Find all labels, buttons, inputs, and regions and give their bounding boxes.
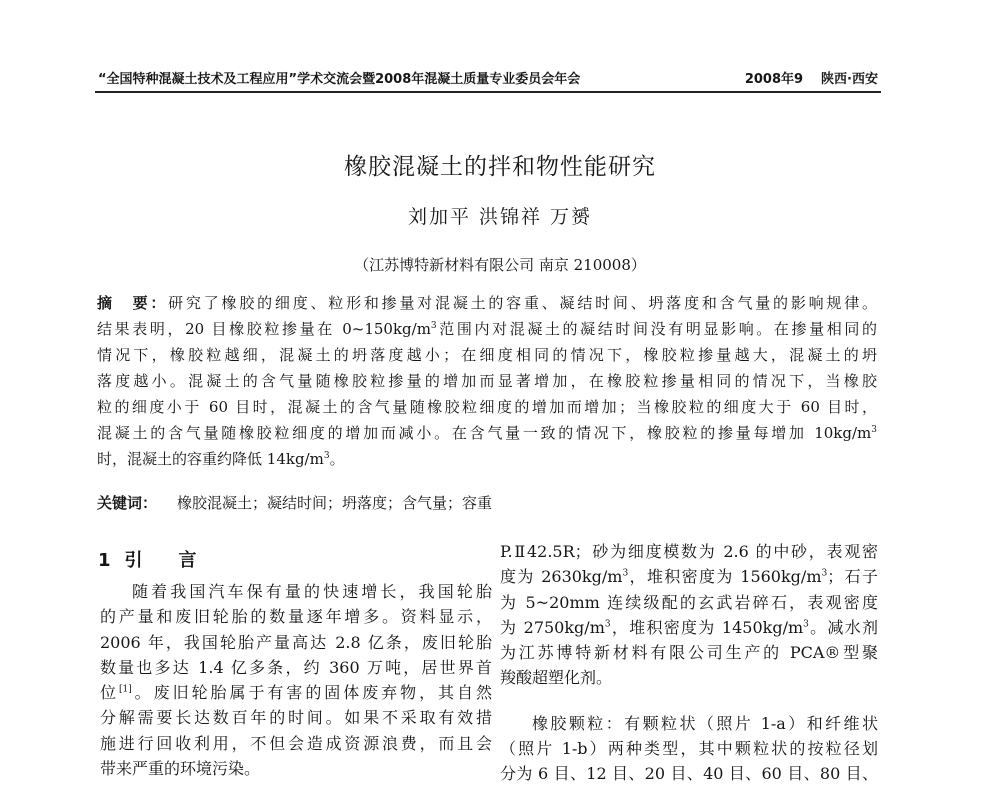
body-line: 为江苏博特新材料有限公司生产的 PCA®型聚 bbox=[500, 643, 878, 663]
body-text: 为 2750kg/m bbox=[500, 617, 605, 637]
superscript: 3 bbox=[430, 321, 437, 331]
body-line: 数量也多达 1.4 亿多条，约 360 万吨，居世界首 bbox=[100, 657, 492, 677]
running-head bbox=[98, 68, 878, 87]
abstract-line: 。 bbox=[329, 450, 345, 468]
keywords-value: 橡胶混凝土；凝结时间；坍落度；含气量；容重 bbox=[177, 494, 493, 512]
citation[interactable]: [1] bbox=[118, 684, 132, 695]
body-text: 。废旧轮胎属于有害的固体废弃物，其自然 bbox=[131, 683, 492, 703]
affiliation: （江苏博特新材料有限公司 南京 210008） bbox=[354, 256, 646, 274]
body-text: 位 bbox=[100, 683, 119, 703]
conference-date: 2008年9 bbox=[744, 72, 804, 87]
body-line: 为 5~20mm 连续级配的玄武岩碎石，表观密度 bbox=[500, 592, 878, 612]
left-column bbox=[100, 579, 492, 781]
superscript: 3 bbox=[622, 568, 629, 579]
section-title: 引言 bbox=[124, 550, 233, 571]
keywords-label: 关键词： bbox=[97, 494, 158, 512]
abstract-line: 粒的细度小于 60 目时，混凝土的含气量随橡胶粒细度的增加而增加；当橡胶粒的细度大于 60 目时， bbox=[97, 398, 877, 416]
body-line: 2006 年，我国轮胎产量高达 2.8 亿条，废旧轮胎 bbox=[100, 632, 492, 652]
superscript: 3 bbox=[604, 619, 611, 630]
conference-name: “全国特种混凝土技术及工程应用”学术交流会暨2008年混凝土质量专业委员会年会 bbox=[98, 72, 581, 87]
body-text: ，堆积密度为 1450kg/m bbox=[610, 617, 804, 637]
body-line: 的产量和废旧轮胎的数量逐年增多。资料显示， bbox=[100, 607, 492, 627]
body-line: P.Ⅱ42.5R；砂为细度模数为 2.6 的中砂，表观密 bbox=[500, 542, 878, 561]
abstract-line: 研究了橡胶的细度、粒形和掺量对混凝土的容重、凝结时间、坍落度和含气量的影响规律。 bbox=[168, 294, 877, 312]
body-text: 。减水剂 bbox=[808, 617, 878, 637]
body-line: 分解需要长达数百年的时间。如果不采取有效措 bbox=[100, 708, 492, 728]
abstract bbox=[97, 290, 877, 472]
abstract-line: 范围内对混凝土的凝结时间没有明显影响。在掺量相同的 bbox=[436, 320, 877, 338]
section-heading bbox=[98, 546, 233, 572]
body-line: （照片 1-b）两种类型，其中颗粒状的按粒径划 bbox=[500, 739, 878, 759]
body-line: 施进行回收利用，不但会造成资源浪费，而且会 bbox=[100, 733, 492, 753]
superscript: 3 bbox=[323, 451, 330, 461]
superscript: 3 bbox=[871, 425, 877, 435]
section-number: 1 bbox=[98, 550, 111, 571]
body-text: 度为 2630kg/m bbox=[500, 567, 623, 587]
right-column bbox=[500, 539, 878, 787]
abstract-line: 落度越小。混凝土的含气量随橡胶粒掺量的增加而显著增加，在橡胶粒掺量相同的情况下，当橡胶 bbox=[97, 372, 877, 390]
superscript: 3 bbox=[803, 619, 809, 630]
abstract-line: 情况下，橡胶粒越细，混凝土的坍落度越小；在细度相同的情况下，橡胶粒掺量越大，混凝土的坍 bbox=[97, 346, 877, 364]
superscript: 3 bbox=[821, 568, 828, 579]
header-rule bbox=[95, 91, 881, 93]
body-text: ，堆积密度为 1560kg/m bbox=[628, 567, 822, 587]
conference-place: 陕西·西安 bbox=[821, 72, 878, 87]
paper-title: 橡胶混凝土的拌和物性能研究 bbox=[344, 154, 656, 180]
body-line: 带来严重的环境污染。 bbox=[100, 759, 261, 779]
authors: 刘加平 洪锦祥 万赟 bbox=[407, 206, 593, 228]
body-line: 随着我国汽车保有量的快速增长，我国轮胎 bbox=[132, 582, 492, 601]
abstract-line: 结果表明，20 目橡胶粒掺量在 0~150kg/m bbox=[97, 320, 431, 338]
body-line: 橡胶颗粒：有颗粒状（照片 1-a）和纤维状 bbox=[532, 713, 878, 733]
abstract-label: 摘 要： bbox=[97, 294, 169, 312]
abstract-line: 时，混凝土的容重约降低 14kg/m bbox=[97, 450, 324, 468]
body-text: ；石子 bbox=[827, 567, 878, 587]
keywords bbox=[97, 492, 492, 513]
body-line: 羧酸超塑化剂。 bbox=[500, 668, 613, 688]
abstract-line: 混凝土的含气量随橡胶粒细度的增加而减小。在含气量一致的情况下，橡胶粒的掺量每增加 10kg/m bbox=[97, 424, 872, 442]
body-line: 分为 6 目、12 目、20 目、40 目、60 目、80 目、 bbox=[500, 764, 878, 784]
